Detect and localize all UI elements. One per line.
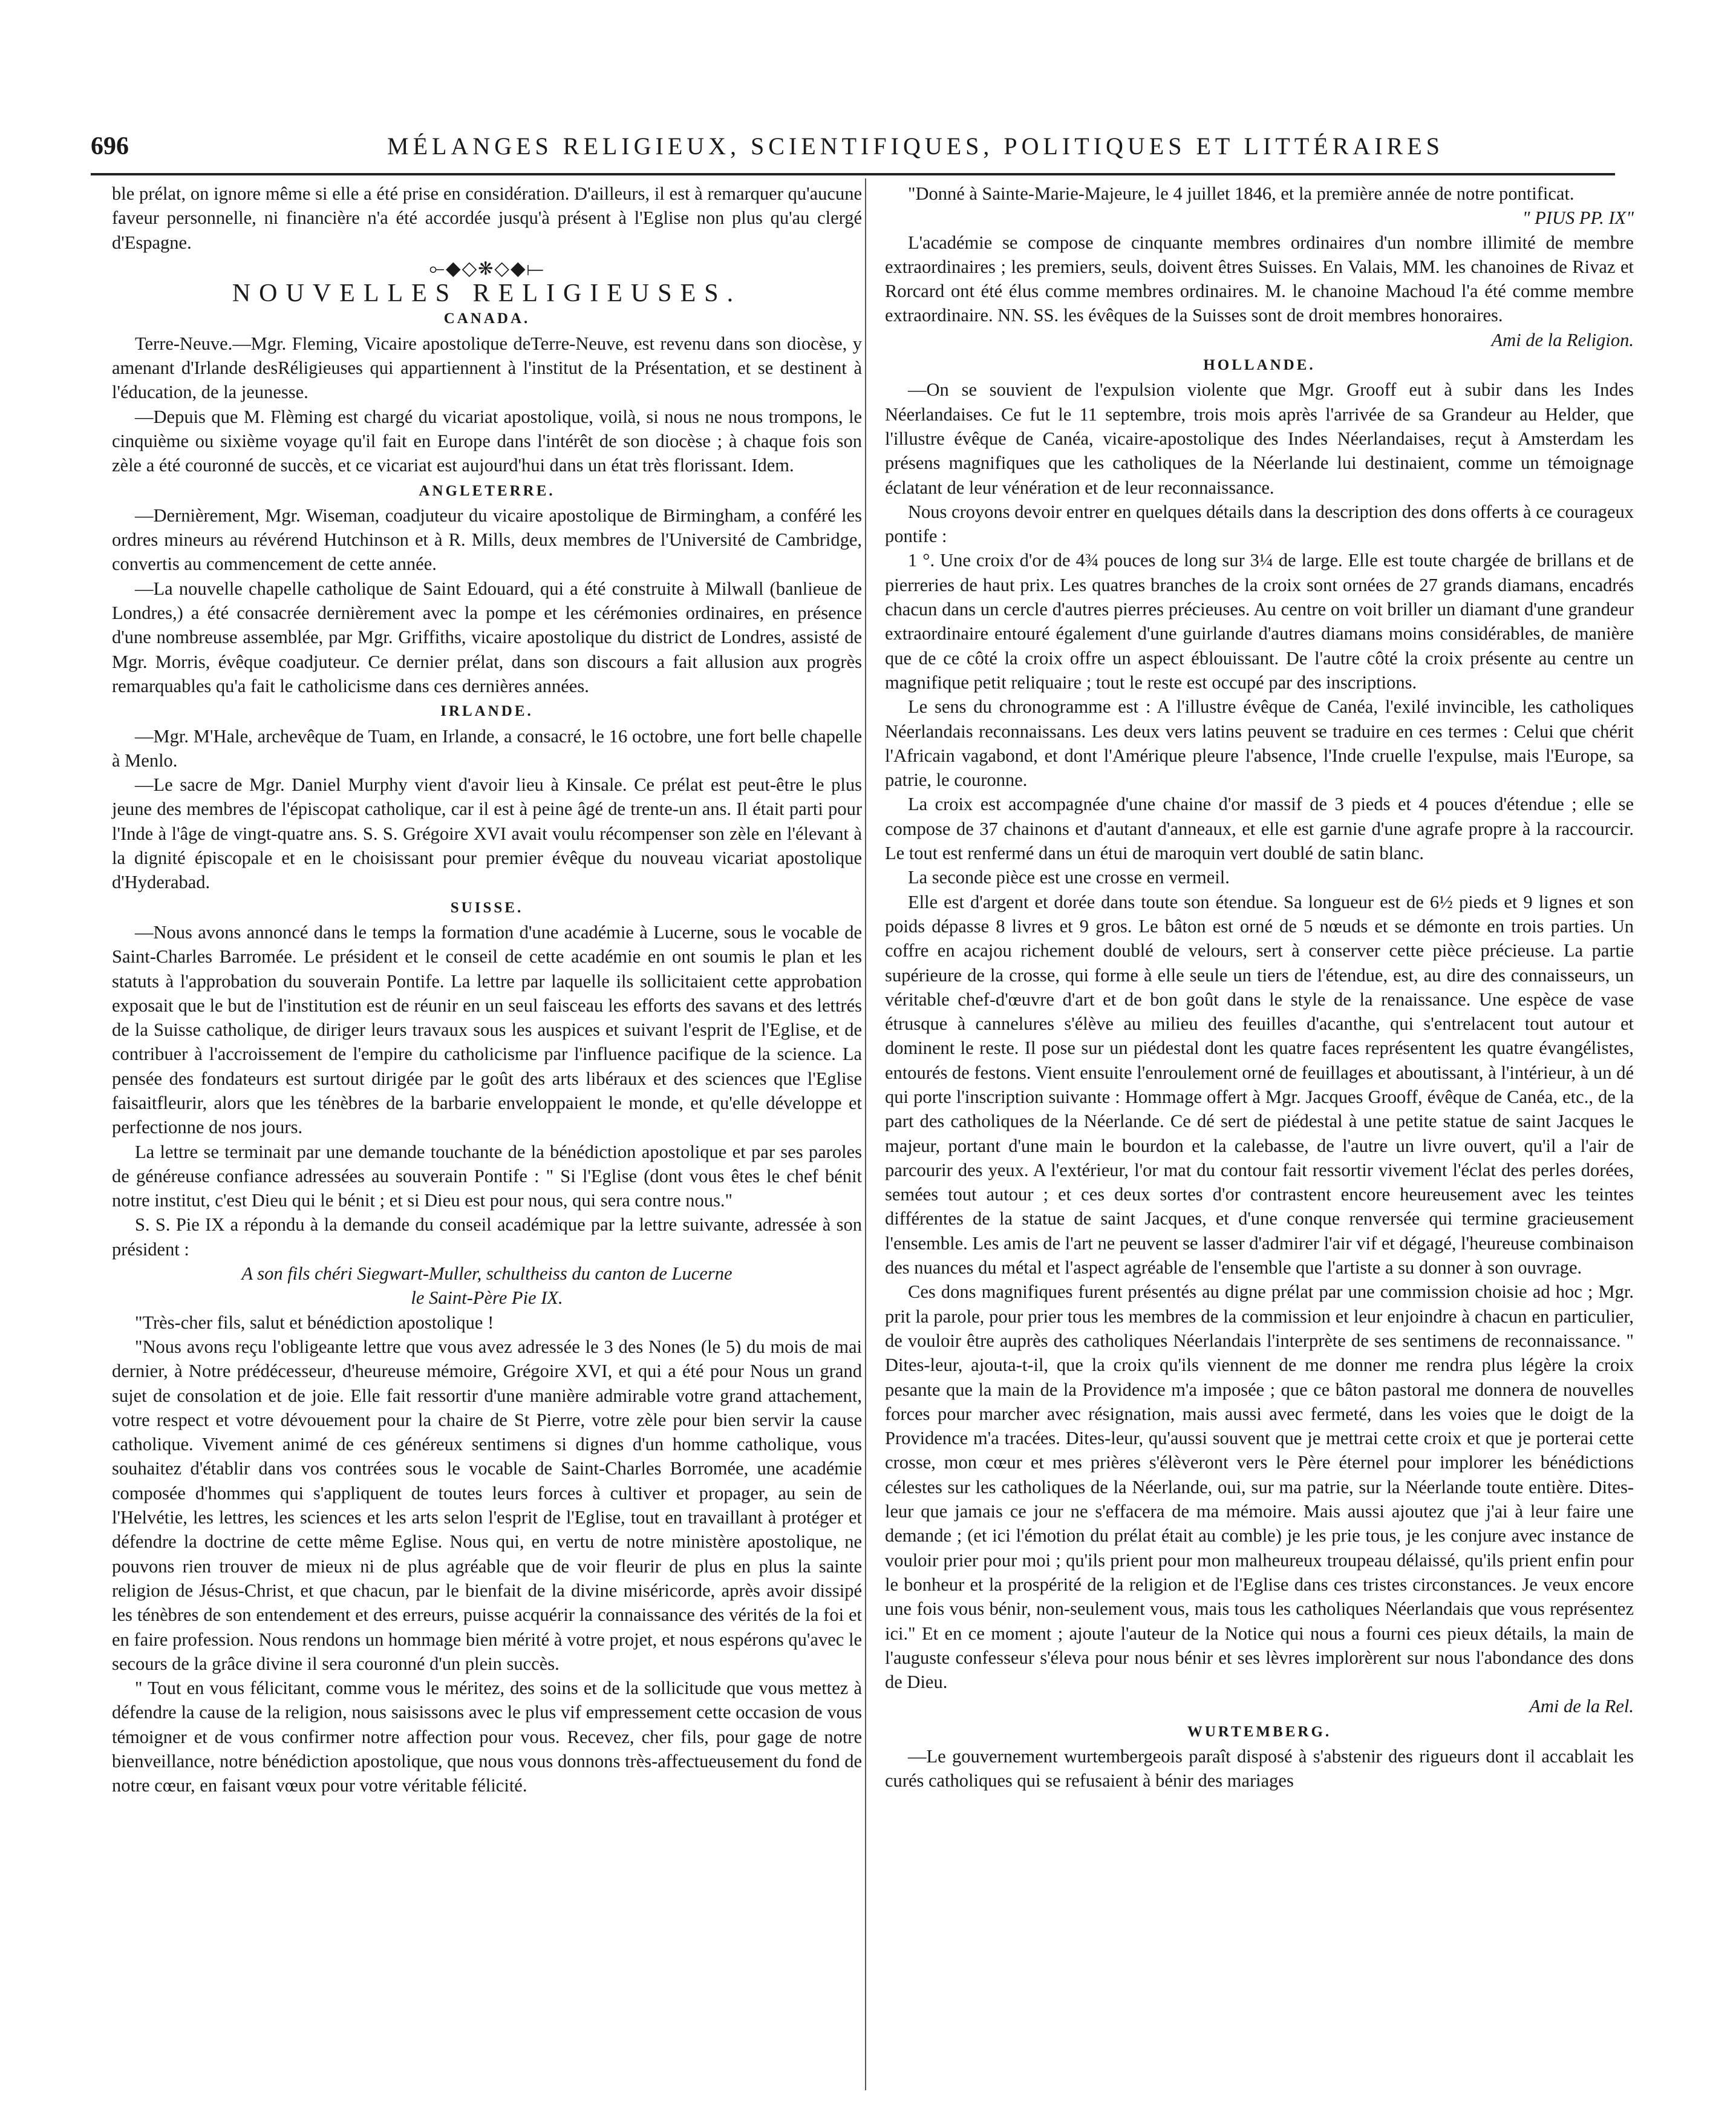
- suisse-paragraph-3: S. S. Pie IX a répondu à la demande du conseil académique par la lettre suivante, adressée à son président :: [112, 1214, 862, 1260]
- letter-signature: " PIUS PP. IX": [1522, 208, 1634, 229]
- section-ornament: ⟜◆◇❋◇◆⟝: [429, 257, 545, 279]
- section-title: NOUVELLES RELIGIEUSES.: [232, 280, 742, 308]
- angleterre-paragraph-1: —Dernièrement, Mgr. Wiseman, coadjuteur du vicaire apostolique de Birmingham, a conféré les ordres mineurs au révérend Hutchinson et à R. Mills, deux membres de l'Université de Cambridge, convertis au commencement de cette année.: [112, 505, 862, 575]
- source-credit-1: Ami de la Religion.: [1491, 329, 1634, 350]
- letter-addressee: A son fils chéri Siegwart-Muller, schultheiss du canton de Lucerne: [241, 1263, 733, 1284]
- suisse-paragraph-1: —Nous avons annoncé dans le temps la formation d'une académie à Lucerne, sous le vocable de Saint-Charles Barromée. Le président et le conseil de cette académie en ont soumis le plan et les statuts à l'approbation du souverain Pontife. La lettre par laquelle ils sollicitaient cette approbation exposait que le but de l'institution est de réunir en un seul faisceau les efforts des savans et des lettrés de la Suisse catholique, de diriger leurs travaux sous les auspices et suivant l'esprit de l'Eglise, et de contribuer à l'accroissement de l'empire du catholicisme par l'influence pacifique de la science. La pensée des fondateurs est surtout dirigée par le goût des arts libéraux et des sciences que l'Eglise faisaitfleurir, alors que les ténèbres de la barbarie enveloppaient le monde, et qu'elle développe et perfectionne de nos jours.: [112, 921, 862, 1138]
- canada-paragraph-2: —Depuis que M. Flèming est chargé du vicariat apostolique, voilà, si nous ne nous trompons, le cinquième ou sixième voyage qu'il fait en Europe dans l'intérêt de son diocèse ; à chaque fois son zèle a été couronné de succès, et ce vicariat est aujourd'hui dans un état très florissant. Idem.: [112, 406, 862, 476]
- wurtemberg-paragraph-1: —Le gouvernement wurtembergeois paraît disposé à s'abstenir des rigueurs dont il accablait les curés catholiques qui se refusaient à bénir des mariages: [885, 1746, 1634, 1791]
- letter-from: le Saint-Père Pie IX.: [411, 1287, 563, 1309]
- page-number: 696: [91, 132, 129, 160]
- irlande-paragraph-1: —Mgr. M'Hale, archevêque de Tuam, en Irlande, a consacré, le 16 octobre, une fort belle chapelle à Menlo.: [112, 725, 862, 771]
- hollande-paragraph-8: Ces dons magnifiques furent présentés au digne prélat par une commission choisie ad hoc ; Mgr. prit la parole, pour prier tous les membres de la commission et leur enjoindre à chacun en particulier, de vouloir être auprès des catholiques Néerlandais l'interprète de ses sentimens de reconnaissance. " Dites-leur, ajouta-t-il, que la croix qu'ils viennent de me donner me rendra plus légère la croix pesante que la main de la Providence m'a imposée ; que ce bâton pastoral me donnera de nouvelles forces pour marcher avec résignation, mais aussi avec fermeté, dans les voies que le doigt de la Providence m'a tracées. Dites-leur, qu'aussi souvent que je mettrai cette croix et que je porterai cette crosse, mon cœur et mes prières s'élèveront vers le Père éternel pour implorer les bénédictions célestes sur les catholiques de la Néerlande, oui, sur ma patrie, sur la Néerlande toute entière. Dites-leur que jamais ce jour ne s'effacera de ma mémoire. Mais aussi ajoutez que j'ai à leur faire une demande ; (et ici l'émotion du prélat était au comble) je les prie tous, je les conjure avec instance de vouloir prier pour moi ; qu'ils prient pour mon malheureux troupeau délaissé, qu'ils prient enfin pour le bonheur et la prospérité de la religion et de l'Eglise dans ces tristes circonstances. Je veux encore une fois vous bénir, non-seulement vous, mais tous les catholiques Néerlandais que vous représentez ici." Et en ce moment ; ajoute l'auteur de la Notice qui nous a fourni ces pieux détails, la main de l'auguste confesseur s'éleva pour nous bénir et ses lèvres implorèrent sur nous l'abondance des dons de Dieu.: [885, 1281, 1634, 1693]
- column-divider: [865, 178, 866, 2090]
- angleterre-paragraph-2: —La nouvelle chapelle catholique de Saint Edouard, qui a été construite à Milwall (banlieue de Londres,) a été consacrée dernièrement avec la pompe et les cérémonies ordinaires, en présence d'une nombreuse assemblée, par Mgr. Griffiths, vicaire apostolique du district de Londres, assisté de Mgr. Morris, évêque coadjuteur. Ce dernier prélat, dans son discours a fait allusion aux progrès remarquables qu'a fait le catholicisme dans ces dernières années.: [112, 578, 862, 696]
- canada-paragraph-1: Terre-Neuve.—Mgr. Fleming, Vicaire apostolique deTerre-Neuve, est revenu dans son diocèse, y amenant d'Irlande desRéligieuses qui appartiennent à l'institut de la Présentation, et se destinent à l'éducation, de la jeunesse.: [112, 333, 862, 403]
- hollande-paragraph-3: 1 °. Une croix d'or de 4¾ pouces de long sur 3¼ de large. Elle est toute chargée de brillans et de pierreries de haut prix. Les quatres branches de la croix sont ornées de 27 grands diamans, encadrés chacun dans un cercle d'autres pierres précieuses. Au centre on voit briller un diamant d'une grandeur extraordinaire entouré également d'une guirlande d'autres diamans moins considérables, de manière que de ce côté la croix offre un aspect éblouissant. De l'autre côté la croix présente au centre un magnifique petit reliquaire ; tout le reste est occupé par des inscriptions.: [885, 550, 1634, 693]
- hollande-paragraph-2: Nous croyons devoir entrer en quelques détails dans la description des dons offerts à ce courageux pontife :: [885, 501, 1634, 547]
- header-rule: [91, 173, 1615, 175]
- hollande-paragraph-5: La croix est accompagnée d'une chaine d'or massif de 3 pieds et 4 pouces d'étendue ; elle se compose de 37 chainons et d'autant d'anneaux, et elle est garnie d'une agrafe propre à la raccourcir. Le tout est renfermé dans un étui de maroquin vert doublé de satin blanc.: [885, 794, 1634, 864]
- intro-paragraph: ble prélat, on ignore même si elle a été prise en considération. D'ailleurs, il est à remarquer qu'aucune faveur personnelle, ni financière n'a été accordée jusqu'à présent à l'Eglise non plus qu'au clergé d'Espagne.: [112, 183, 862, 253]
- heading-angleterre: ANGLETERRE.: [419, 482, 555, 499]
- hollande-paragraph-6: La seconde pièce est une crosse en vermeil.: [908, 867, 1230, 888]
- heading-wurtemberg: WURTEMBERG.: [1187, 1723, 1332, 1740]
- source-credit-2: Ami de la Rel.: [1529, 1696, 1634, 1717]
- hollande-paragraph-1: —On se souvient de l'expulsion violente que Mgr. Grooff eut à subir dans les Indes Néerlandaises. Ce fut le 11 septembre, trois mois après l'arrivée de sa Grandeur au Helder, que l'illustre évêque de Canéa, vicaire-apostolique des Indes Néerlandaises, reçut à Amsterdam les présens magnifiques que les catholiques de la Néerlande lui destinaient, comme un témoignage éclatant de leur vénération et de leur reconnaissance.: [885, 379, 1634, 498]
- suisse-paragraph-2: La lettre se terminait par une demande touchante de la bénédiction apostolique et par ses paroles de généreuse confiance adressées au souverain Pontife : " Si l'Eglise (dont vous êtes le chef bénit notre institut, c'est Dieu qui le bénit ; et si Dieu est pour nous, qui sera contre nous.": [112, 1141, 862, 1211]
- heading-irlande: IRLANDE.: [440, 703, 534, 720]
- heading-suisse: SUISSE.: [450, 899, 524, 916]
- letter-paragraph-1: "Nous avons reçu l'obligeante lettre que vous avez adressée le 3 des Nones (le 5) du mois de mai dernier, à Notre prédécesseur, d'heureuse mémoire, Grégoire XVI, et qui a été pour Nous un grand sujet de consolation et de joie. Elle fait ressortir d'une manière admirable votre grand attachement, votre respect et votre dévouement pour la chaire de St Pierre, votre zèle pour bien servir la cause catholique. Vivement animé de ces généreux sentimens si dignes d'un homme catholique, vous souhaitez d'établir dans vos contrées sous le vocable de Saint-Charles Borromée, une académie composée d'hommes qui s'appliquent de toutes leurs forces à cultiver et propager, au sein de l'Helvétie, les lettres, les sciences et les arts selon l'esprit de l'Eglise, tout en travaillant à protéger et défendre la doctrine de cette même Eglise. Nous qui, en vertu de notre ministère apostolique, ne pouvons rien trouver de mieux ni de plus agréable que de voir fleurir de plus en plus la sainte religion de Jésus-Christ, et que chacun, par le bienfait de la divine miséricorde, après avoir dissipé les ténèbres de son entendement et des erreurs, puisse acquérir la connaissance des vérités de la foi et en faire profession. Nous rendons un hommage bien mérité à votre projet, et nous espérons qu'avec le secours de la grâce divine il sera couronné d'un plein succès.: [112, 1336, 862, 1674]
- hollande-paragraph-7: Elle est d'argent et dorée dans toute son étendue. Sa longueur est de 6½ pieds et 9 lignes et son poids dépasse 8 livres et 9 gros. Le bâton est orné de 5 nœuds et se démonte en trois parties. Un coffre en acajou richement doublé de velours, sert à conserver cette pièce précieuse. La partie supérieure de la crosse, qui forme à elle seule un tiers de l'étendue, est, au dire des connaisseurs, un véritable chef-d'œuvre d'art et de bon goût dans le style de la renaissance. Une espèce de vase étrusque à cannelures s'élève au milieu des feuilles d'acanthe, qui s'entrelacent tout autour et dominent le reste. Il pose sur un piédestal dont les quatre faces représentent les quatre évangélistes, entourés de festons. Vient ensuite l'enroulement orné de feuillages et aboutissant, à l'intérieur, à un dé qui porte l'inscription suivante : Hommage offert à Mgr. Jacques Grooff, évêque de Canéa, etc., de la part des catholiques de la Néerlande. Ce dé sert de piédestal à une petite statue de saint Jacques le majeur, portant d'une main le bourdon et la calebasse, de l'autre un livre ouvert, qu'il a l'air de parcourir des yeux. A l'extérieur, l'or mat du contour fait ressortir vivement l'éclat des perles dorées, semées tout autour ; et ces deux sortes d'or contrastent encore heureusement avec les teintes différentes de la statue de saint Jacques, et d'une conque renversée qui termine gracieusement l'ensemble. Les amis de l'art ne peuvent se lasser d'admirer l'air vif et dégagé, l'heureuse combinaison des nuances du métal et l'aspect agréable de l'ensemble que l'artiste a su donner à son ouvrage.: [885, 891, 1634, 1278]
- heading-hollande: HOLLANDE.: [1203, 357, 1316, 374]
- letter-dateline: "Donné à Sainte-Marie-Majeure, le 4 juillet 1846, et la première année de notre pontificat.: [908, 183, 1574, 204]
- left-column: [112, 182, 862, 1798]
- letter-salutation: "Très-cher fils, salut et bénédiction apostolique !: [135, 1312, 494, 1333]
- academy-paragraph: L'académie se compose de cinquante membres ordinaires d'un nombre illimité de membre extraordinaires ; les premiers, seuls, doivent êtres Suisses. En Valais, MM. les chanoines de Rivaz et Rorcard ont été élus comme membres ordinaires. M. le chanoine Machoud l'a été comme membre extraordinaire. NN. SS. les évêques de la Suisses sont de droit membres honoraires.: [885, 232, 1634, 326]
- hollande-paragraph-4: Le sens du chronogramme est : A l'illustre évêque de Canéa, l'exilé invincible, les catholiques Néerlandais reconnaissans. Les deux vers latins peuvent se traduire en ces termes : Celui que chérit l'Africain vagabond, et dont l'Amérique pleure l'absence, l'Inde cruelle l'expulse, mais l'Europe, sa patrie, le couronne.: [885, 696, 1634, 791]
- letter-paragraph-2: " Tout en vous félicitant, comme vous le méritez, des soins et de la sollicitude que vous mettez à défendre la cause de la religion, nous saisissons avec le plus vif empressement cette occasion de vous témoigner et de vous confirmer notre affection pour vous. Recevez, cher fils, pour gage de notre bienveillance, notre bénédiction apostolique, que nous vous donnons très-affectueusement du fond de notre cœur, en faisant vœux pour votre véritable félicité.: [112, 1678, 862, 1796]
- right-column: [885, 182, 1634, 1793]
- heading-canada: CANADA.: [443, 310, 530, 327]
- page-header: [91, 121, 1615, 175]
- irlande-paragraph-2: —Le sacre de Mgr. Daniel Murphy vient d'avoir lieu à Kinsale. Ce prélat est peut-être le plus jeune des membres de l'épiscopat catholique, car il est à peine âgé de trente-un ans. Il était parti pour l'Inde à l'âge de vingt-quatre ans. S. S. Grégoire XVI avait voulu récompenser son zèle en l'élevant à la dignité épiscopale et en le choisissant pour premier évêque du nouveau vicariat apostolique d'Hyderabad.: [112, 774, 862, 893]
- running-title: MÉLANGES RELIGIEUX, SCIENTIFIQUES, POLITIQUES ET LITTÉRAIRES: [387, 132, 1444, 160]
